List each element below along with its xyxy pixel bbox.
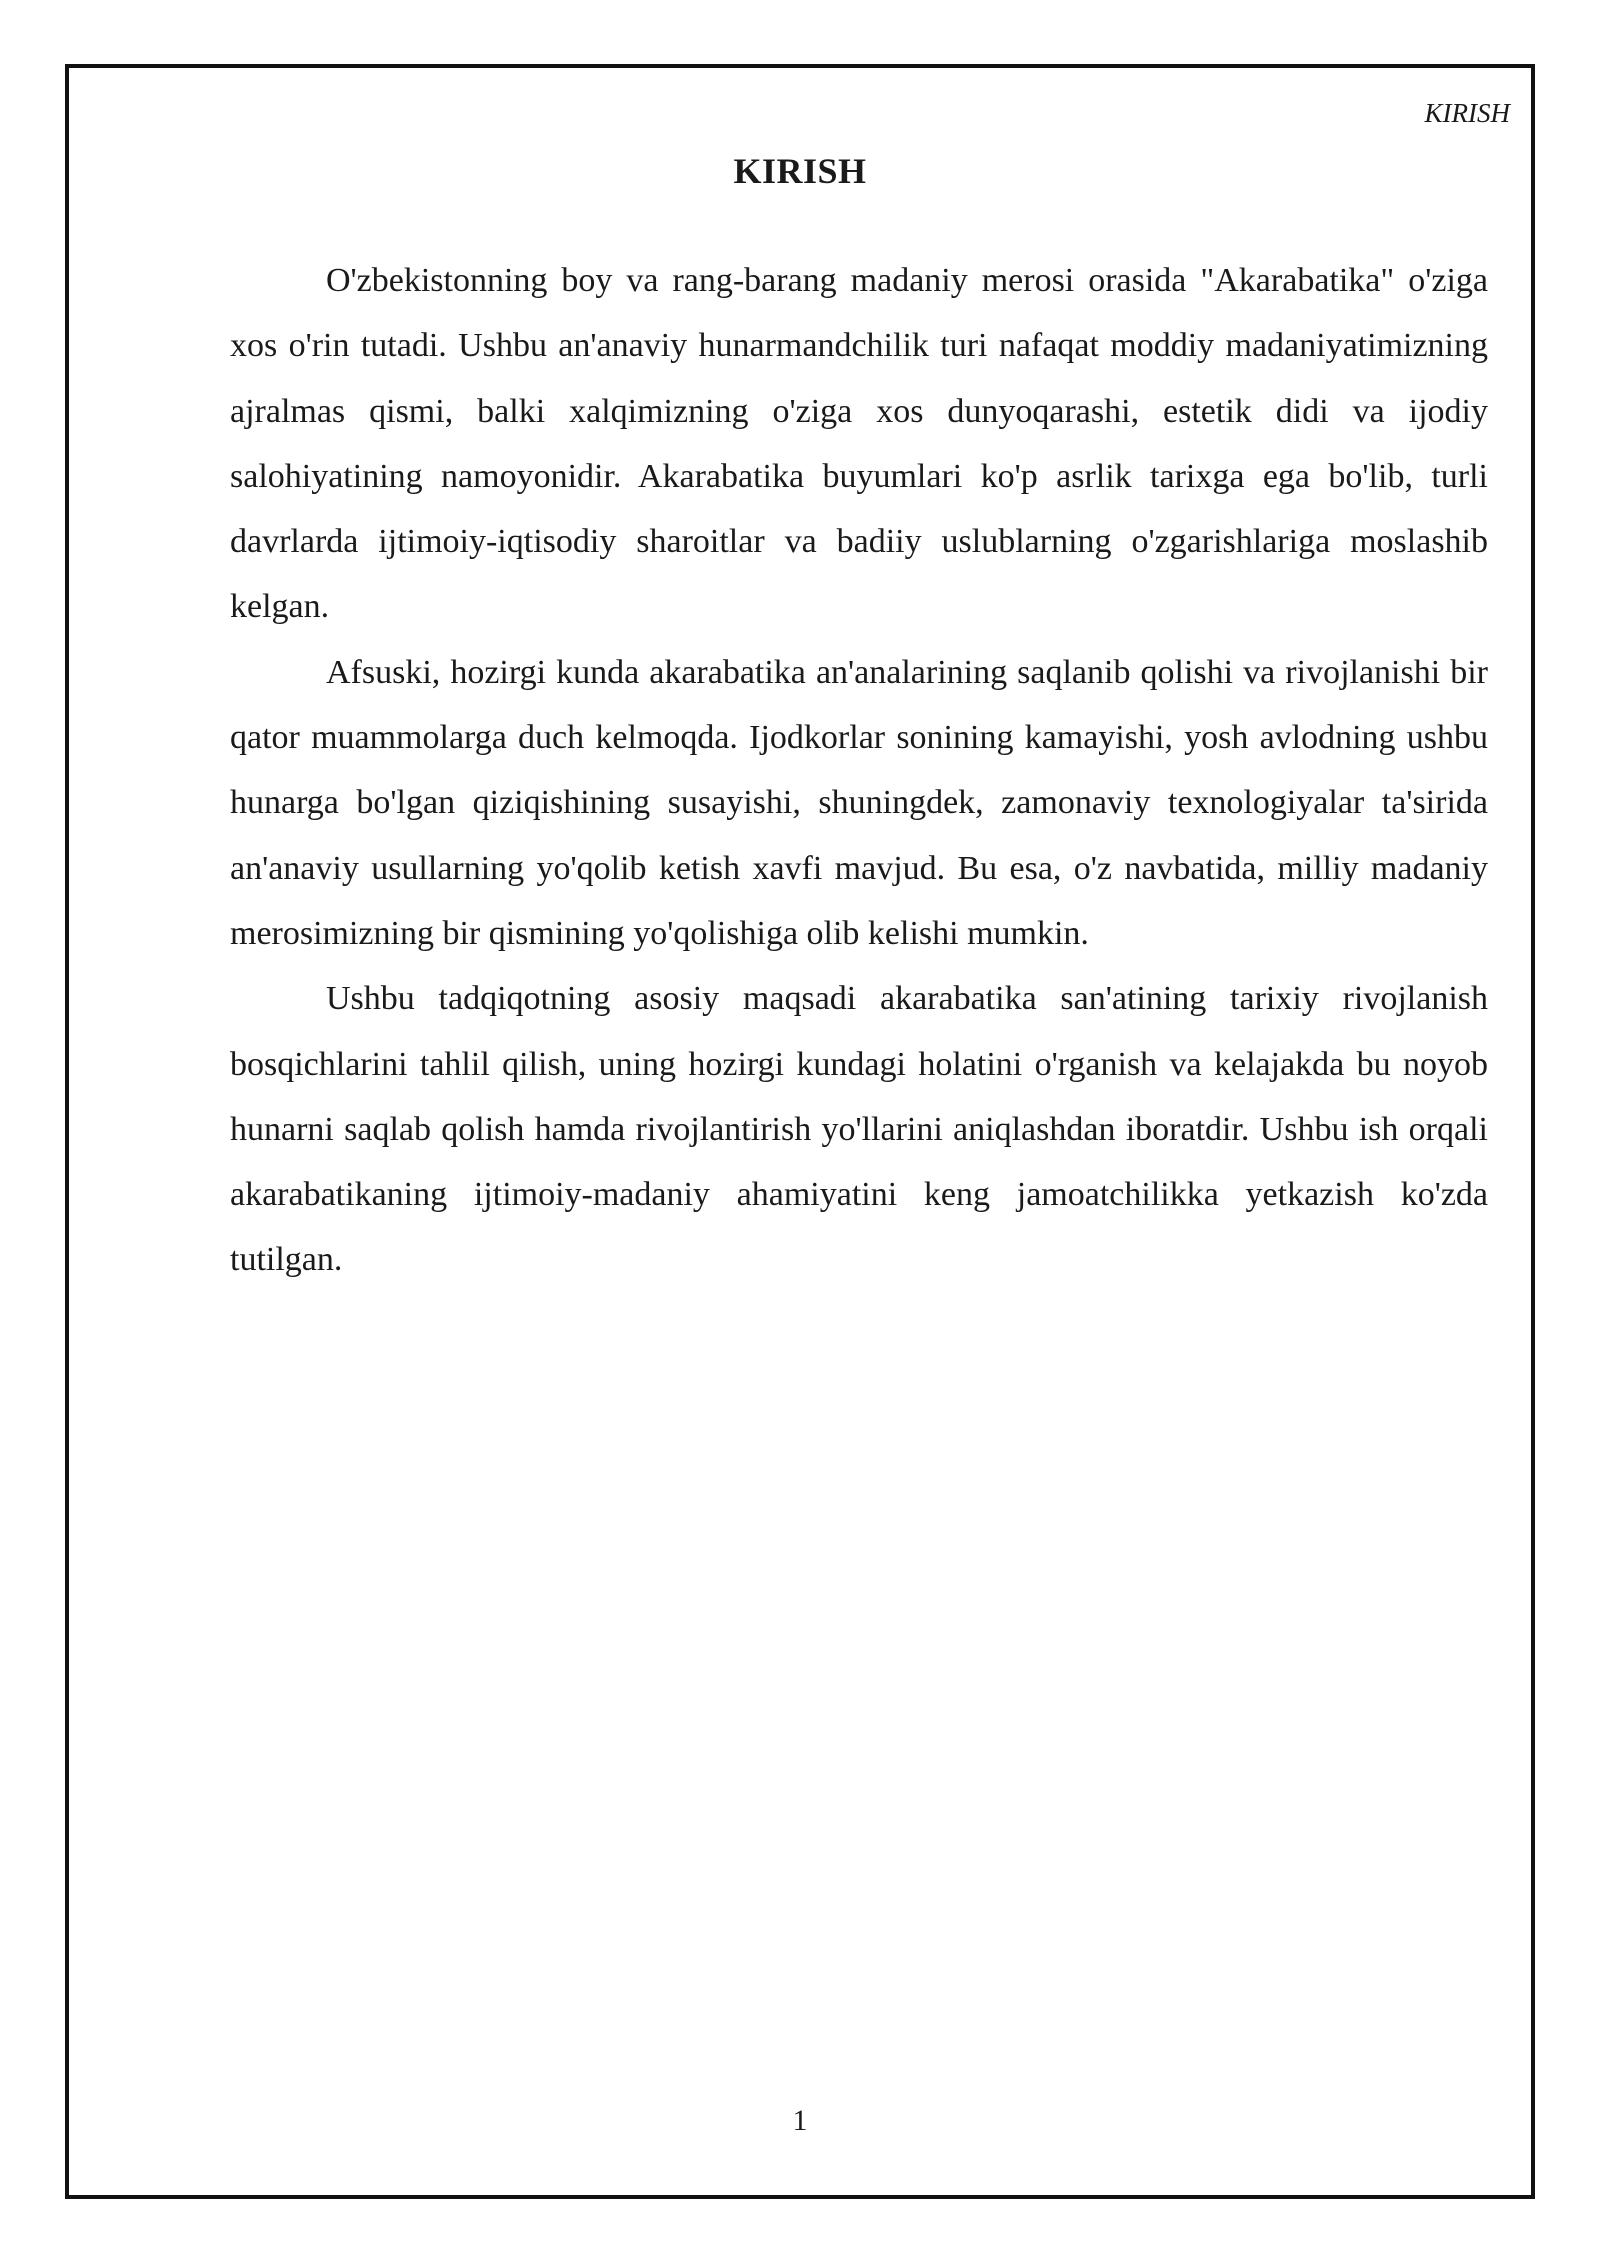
page-number: 1 — [792, 2104, 808, 2137]
paragraph-3: Ushbu tadqiqotning asosiy maqsadi akarabatika san'atining tarixiy rivojlanish bosqichlarini tahlil qilish, uning hozirgi kundagi holatini o'rganish va kelajakda bu noyob hunarni saqlab qolish hamda rivojlantirish yo'llarini aniqlashdan iboratdir. Ushbu ish orqali akarabatikaning ijtimoiy-madaniy ahamiyatini keng jamoatchilikka yetkazish ko'zda tutilgan. — [230, 980, 1488, 1279]
paragraph-1: O'zbekistonning boy va rang-barang madaniy merosi orasida "Akarabatika" o'ziga xos o'rin tutadi. Ushbu an'anaviy hunarmandchilik turi nafaqat moddiy madaniyatimizning ajralmas qismi, balki xalqimizning o'ziga xos dunyoqarashi, estetik didi va ijodiy salohiyatining namoyonidir. Akarabatika buyumlari ko'p asrlik tarixga ega bo'lib, turli davrlarda ijtimoiy-iqtisodiy sharoitlar va badiiy uslublarning o'zgarishlariga moslashib kelgan. — [230, 262, 1488, 626]
body-text — [230, 248, 1488, 1293]
page-title: KIRISH — [733, 151, 867, 191]
paragraph-2: Afsuski, hozirgi kunda akarabatika an'analarining saqlanib qolishi va rivojlanishi bir qator muammolarga duch kelmoqda. Ijodkorlar sonining kamayishi, yosh avlodning ushbu hunarga bo'lgan qiziqishining susayishi, shuningdek, zamonaviy texnologiyalar ta'sirida an'anaviy usullarning yo'qolib ketish xavfi mavjud. Bu esa, o'z navbatida, milliy madaniy merosimizning bir qismining yo'qolishiga olib kelishi mumkin. — [230, 653, 1488, 952]
running-header: KIRISH — [1424, 98, 1510, 128]
